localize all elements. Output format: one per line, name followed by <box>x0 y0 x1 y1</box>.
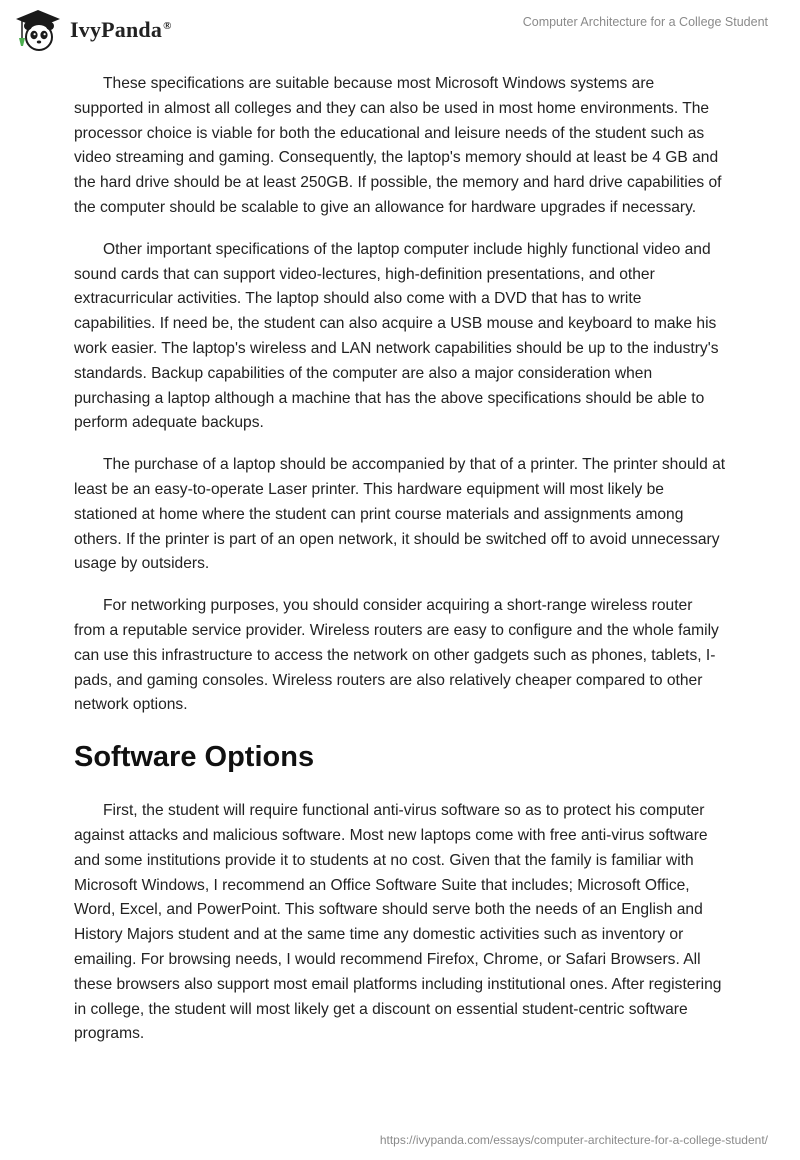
page-header <box>0 0 800 60</box>
source-url[interactable]: https://ivypanda.com/essays/computer-architecture-for-a-college-student/ <box>379 1133 768 1147</box>
paragraph: These specifications are suitable because most Microsoft Windows systems are supported in almost all colleges and they can also be used in most home environments. The processor choice is viable for both the educational and leisure needs of the student such as video streaming and gaming. Consequently, the laptop's memory should at least be 4 GB and the hard drive should be at least 250GB. If possible, the memory and hard drive capabilities of the computer should be scalable to give an allowance for hardware upgrades if necessary. <box>74 75 722 216</box>
brand-logo[interactable] <box>14 8 172 52</box>
essay-body <box>74 72 726 1064</box>
paragraph: Other important specifications of the laptop computer include highly functional video and sound cards that can support video-lectures, high-definition presentations, and other extracurricular activities. The laptop should also come with a DVD that has to write capabilities. If need be, the student can also acquire a USB mouse and keyboard to make his work easier. The laptop's wireless and LAN network capabilities should be up to the industry's standards. Backup capabilities of the computer are also a major consideration when purchasing a laptop although a machine that has the above specifications should be able to perform adequate backups. <box>74 240 719 432</box>
paragraph: First, the student will require functional anti-virus software so as to protect his computer against attacks and malicious software. Most new laptops come with free anti-virus software and some institutions provide it to students at no cost. Given that the family is familiar with Microsoft Windows, I recommend an Office Software Suite that includes; Microsoft Office, Word, Excel, and PowerPoint. This software should serve both the needs of an English and History Majors student and at the same time any domestic activities such as inventory or emailing. For browsing needs, I would recommend Firefox, Chrome, or Safari Browsers. All these browsers also support most email platforms including institutional ones. After registering in college, the student will most likely get a discount on essential student-centric software programs. <box>74 802 722 1043</box>
paragraph: The purchase of a laptop should be accompanied by that of a printer. The printer should at least be an easy-to-operate Laser printer. This hardware equipment will most likely be stationed at home where the student can print course materials and assignments among others. If the printer is part of an open network, it should be switched off to avoid unnecessary usage by outsiders. <box>74 456 726 573</box>
brand-name: IvyPanda® <box>70 17 172 42</box>
section-heading-software-options: Software Options <box>74 741 315 774</box>
document-title: Computer Architecture for a College Student <box>522 15 768 29</box>
panda-graduate-logo-icon <box>14 8 62 52</box>
paragraph: For networking purposes, you should consider acquiring a short-range wireless router from a reputable service provider. Wireless routers are easy to configure and the whole family can use this infrastructure to access the network on other gadgets such as phones, tablets, I-pads, and gaming consoles. Wireless routers are also relatively cheaper compared to other network options. <box>74 597 719 714</box>
